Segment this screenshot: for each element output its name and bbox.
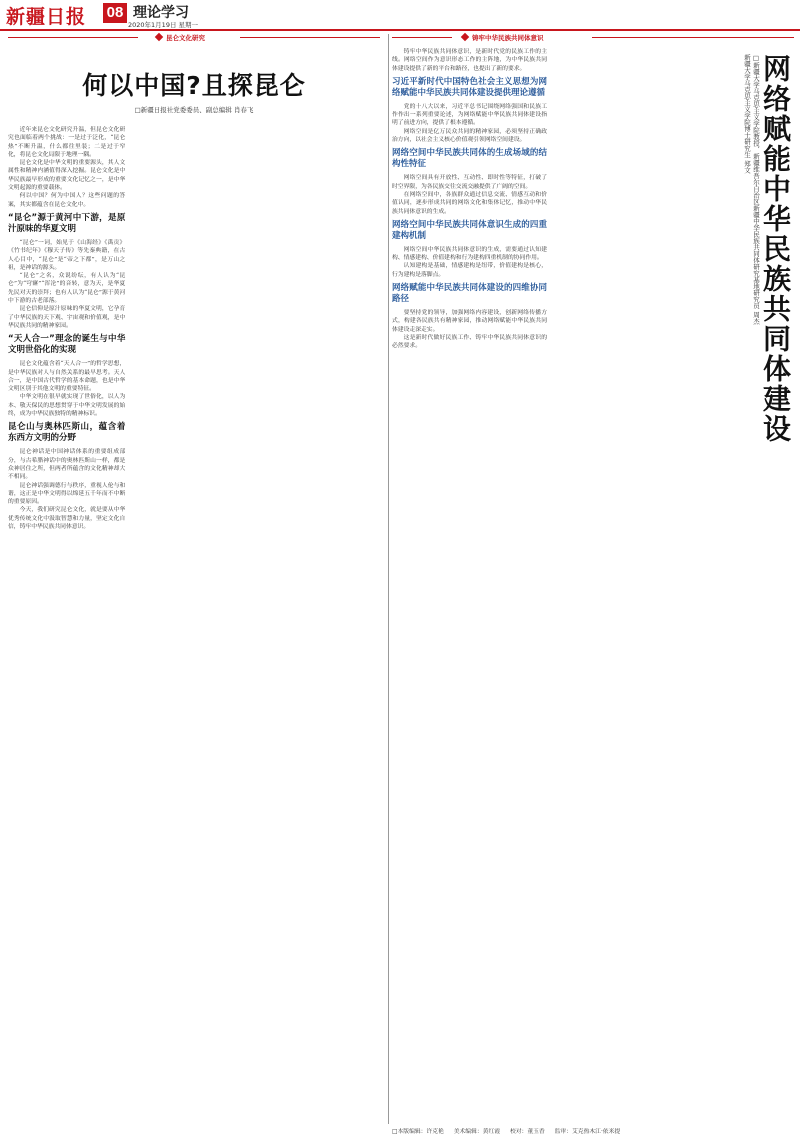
paragraph: 昆仑神话强调德行与秩序，重视人伦与和谐，这正是中华文明得以绵延五千年而不中断的重要原因。 <box>8 482 126 506</box>
footer-proofreader: 校对：董玉香 <box>509 1129 545 1135</box>
paragraph: 这是新时代做好民族工作、铸牢中华民族共同体意识的必然要求。 <box>392 334 547 350</box>
paragraph: 在网络空间中，各族群众通过信息交流、情感互动和价值认同，逐步形成共同的网络文化和集体记忆，推动中华民族共同体意识的生成。 <box>392 191 547 215</box>
paragraph: “昆仑”一词，始见于《山海经》《禹贡》《竹书纪年》《穆天子传》等先秦典籍，在古人心目中，“昆仑”是“帝之下都”，是万山之祖，是神话的源头。 <box>8 239 126 271</box>
footer-editor: □本版编辑：许克艳 <box>392 1129 444 1135</box>
paragraph: 网络空间具有开放性、互动性、即时性等特征，打破了时空界限，为各民族交往交流交融提供了广阔的空间。 <box>392 175 547 190</box>
section-title: 理论学习 <box>133 5 189 21</box>
newspaper-logo: 新疆日报 <box>6 6 87 28</box>
right-article-title: 网络赋能中华民族共同体建设 <box>759 54 792 444</box>
paragraph: 昆仑信仰是原汁原味的华夏文明，它孕育了中华民族的天下观、宇宙观和价值观，是中华民族共同的精神家园。 <box>8 306 126 329</box>
paragraph: 党的十八大以来，习近平总书记围绕网络强国和民族工作作出一系列重要论述，为网络赋能中华民族共同体建设指明了前进方向，提供了根本遵循。 <box>392 103 547 127</box>
paragraph: 认知建构是基础，情感建构是纽带，价值建构是核心，行为建构是落脚点。 <box>392 263 547 278</box>
paragraph: 网络空间是亿万民众共同的精神家园，必须坚持正确政治方向，以社会主义核心价值观引领网络空间建设。 <box>392 128 547 144</box>
section-heading: 习近平新时代中国特色社会主义思想为网络赋能中华民族共同体建设提供理论遵循 <box>392 76 547 98</box>
diamond-icon <box>461 33 469 41</box>
left-article-body <box>8 126 380 1126</box>
section-heading: 网络赋能中华民族共同体建设的四维协同路径 <box>392 283 547 305</box>
page-footer <box>392 1126 792 1135</box>
masthead <box>0 0 800 30</box>
right-column-heading-label: 铸牢中华民族共同体意识 <box>472 34 544 42</box>
author-line: 新疆大学马克思主义学院博士研究生 郑文 <box>743 54 751 174</box>
right-article-author <box>742 54 760 324</box>
left-column-heading-label: 昆仑文化研究 <box>166 34 205 42</box>
right-article-title-block <box>738 54 794 614</box>
paragraph: “昆仑”之名，众说纷纭，有人认为“昆仑”为“穹窿”“浑沦”的音转，意为天，是华夏先民对天的崇拜；也有人认为“昆仑”源于黄河中下游的古老部落。 <box>8 273 126 305</box>
paragraph: 网络空间中华民族共同体意识的生成，需要通过认知建构、情感建构、价值建构和行为建构四重机制的协同作用。 <box>392 246 547 262</box>
left-article-title: 何以中国?且探昆仑 <box>82 71 306 100</box>
paragraph: 昆仑神话是中国神话体系的重要组成部分，与古希腊神话中的奥林匹斯山一样，都是众神居住之所，但两者所蕴含的文化精神却大不相同。 <box>8 449 126 481</box>
left-article <box>8 48 380 1128</box>
right-column-heading <box>392 32 794 43</box>
left-article-byline: □新疆日报社党委委员、副总编辑 肖春飞 <box>134 106 254 114</box>
section-heading: “昆仑”源于黄河中下游，是原汁原味的华夏文明 <box>8 212 126 234</box>
left-column-heading <box>8 32 380 43</box>
section-heading: 网络空间中华民族共同体意识生成的四重建构机制 <box>392 219 547 241</box>
author-line: □新疆大学马克思主义学院教授、新疆维吾尔自治区新疆中华民族共同体研究基地研究员 周杰 <box>752 54 760 325</box>
paragraph: 中华文明在很早就实现了世俗化，以人为本、敬天保民的思想贯穿于中华文明发展的始终，成为中华民族独特的精神标识。 <box>8 394 126 418</box>
paragraph: 今天，我们研究昆仑文化，就是要从中华优秀传统文化中汲取智慧和力量，坚定文化自信，铸牢中华民族共同体意识。 <box>8 507 126 530</box>
footer-reviewer: 监审：艾克热木江·依米提 <box>554 1129 621 1135</box>
paragraph: 何以中国？何为中国人？这些问题的答案，其实都蕴含在昆仑文化中。 <box>8 193 126 208</box>
right-article-body <box>392 48 712 1128</box>
right-article <box>392 48 794 1128</box>
masthead-rule <box>0 29 800 31</box>
section-heading: 昆仑山与奥林匹斯山，蕴含着东西方文明的分野 <box>8 422 126 444</box>
page-number: 08 <box>103 3 127 23</box>
diamond-icon <box>155 33 163 41</box>
section-heading: 网络空间中华民族共同体的生成场域的结构性特征 <box>392 148 547 170</box>
paragraph: 昆仑文化是中华文明的重要源头，其人文属性和精神内涵值得深入挖掘。昆仑文化是中华民族最早形成的重要文化记忆之一，是中华文明起源的重要载体。 <box>8 160 126 192</box>
issue-date: 2020年1月19日 星期一 <box>128 21 199 29</box>
paragraph: 近年来昆仑文化研究升温，但昆仑文化研究也面临着两个挑战：一是过于泛化，“昆仑热”不断升温，什么都往里装；二是过于窄化，将昆仑文化局限于地理一隅。 <box>8 127 126 158</box>
footer-art-editor: 美术编辑：黄红霞 <box>453 1129 501 1135</box>
paragraph: 铸牢中华民族共同体意识，是新时代党的民族工作的主线。网络空间作为意识形态工作的主阵地，为中华民族共同体建设提供了新的平台和路径，也提出了新的要求。 <box>392 49 547 72</box>
section-heading: “天人合一”理念的诞生与中华文明世俗化的实现 <box>8 334 126 356</box>
paragraph: 昆仑文化蕴含着“天人合一”的哲学思想，是中华民族对人与自然关系的最早思考。天人合一，是中国古代哲学的基本命题，也是中华文明区别于其他文明的重要特征。 <box>8 361 126 393</box>
paragraph: 要坚持党的领导，加强网络内容建设，创新网络传播方式，构建各民族共有精神家园，推动网络赋能中华民族共同体建设走深走实。 <box>392 310 547 333</box>
column-divider <box>388 34 389 1124</box>
